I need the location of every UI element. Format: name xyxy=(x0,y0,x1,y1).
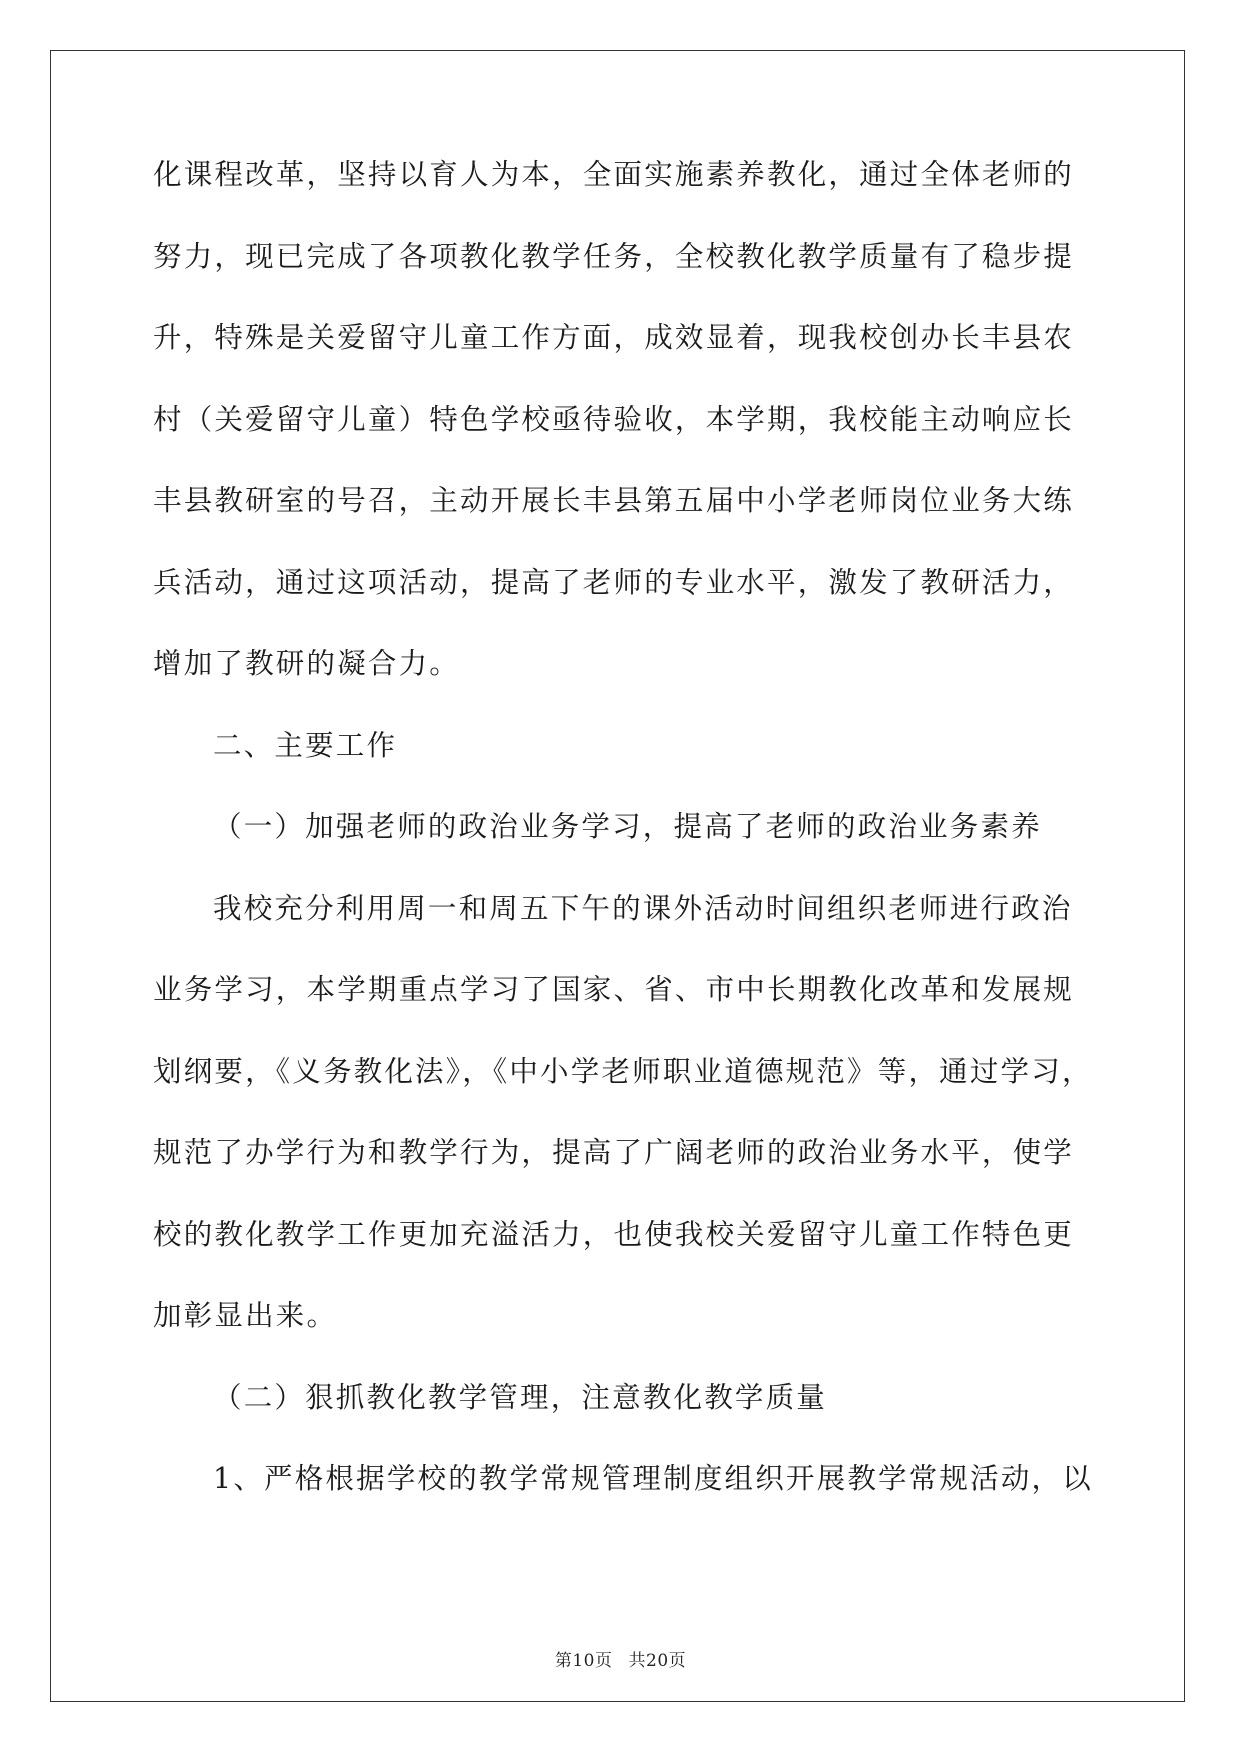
text-line-7: 增加了教研的凝合力。 xyxy=(153,647,461,680)
text-line-15: 加彰显出来。 xyxy=(153,1299,338,1332)
text-line-12: 划纲要，《义务教化法》，《中小学老师职业道德规范》等，通过学习， xyxy=(153,1054,1093,1088)
text-line-5: 丰县教研室的号召，主动开展长丰县第五届中小学老师岗位业务大练 xyxy=(153,484,1075,517)
section-heading: 二、主要工作 xyxy=(213,728,398,762)
current-page-label: 第10页 xyxy=(554,1651,613,1671)
text-line-1: 化课程改革，坚持以育人为本，全面实施素养教化，通过全体老师的 xyxy=(153,158,1075,191)
total-pages-label: 共20页 xyxy=(628,1651,687,1671)
text-line-3: 升，特殊是关爱留守儿童工作方面，成效显着，现我校创办长丰县农 xyxy=(153,321,1075,354)
text-line-13: 规范了办学行为和教学行为，提高了广阔老师的政治业务水平，使学 xyxy=(153,1136,1075,1169)
text-line-14: 校的教化教学工作更加充溢活力，也使我校关爱留守儿童工作特色更 xyxy=(153,1217,1075,1251)
text-line-2: 努力，现已完成了各项教化教学任务，全校教化教学质量有了稳步提 xyxy=(153,239,1075,273)
text-line-17: 1、严格根据学校的教学常规管理制度组织开展教学常规活动，以 xyxy=(213,1462,1093,1495)
text-line-6: 兵活动，通过这项活动，提高了老师的专业水平，激发了教研活力， xyxy=(153,565,1075,599)
subsection-heading-1: （一）加强老师的政治业务学习，提高了老师的政治业务素养 xyxy=(213,810,1042,843)
text-line-10: 我校充分利用周一和周五下午的课外活动时间组织老师进行政治 xyxy=(213,891,1073,925)
subsection-heading-2: （二）狠抓教化教学管理，注意教化教学质量 xyxy=(213,1380,828,1414)
text-line-11: 业务学习，本学期重点学习了国家、省、市中长期教化改革和发展规 xyxy=(153,973,1075,1006)
page-footer xyxy=(0,1646,1241,1671)
document-body xyxy=(153,160,1093,1546)
text-line-4: 村（关爱留守儿童）特色学校亟待验收，本学期，我校能主动响应长 xyxy=(153,402,1075,436)
